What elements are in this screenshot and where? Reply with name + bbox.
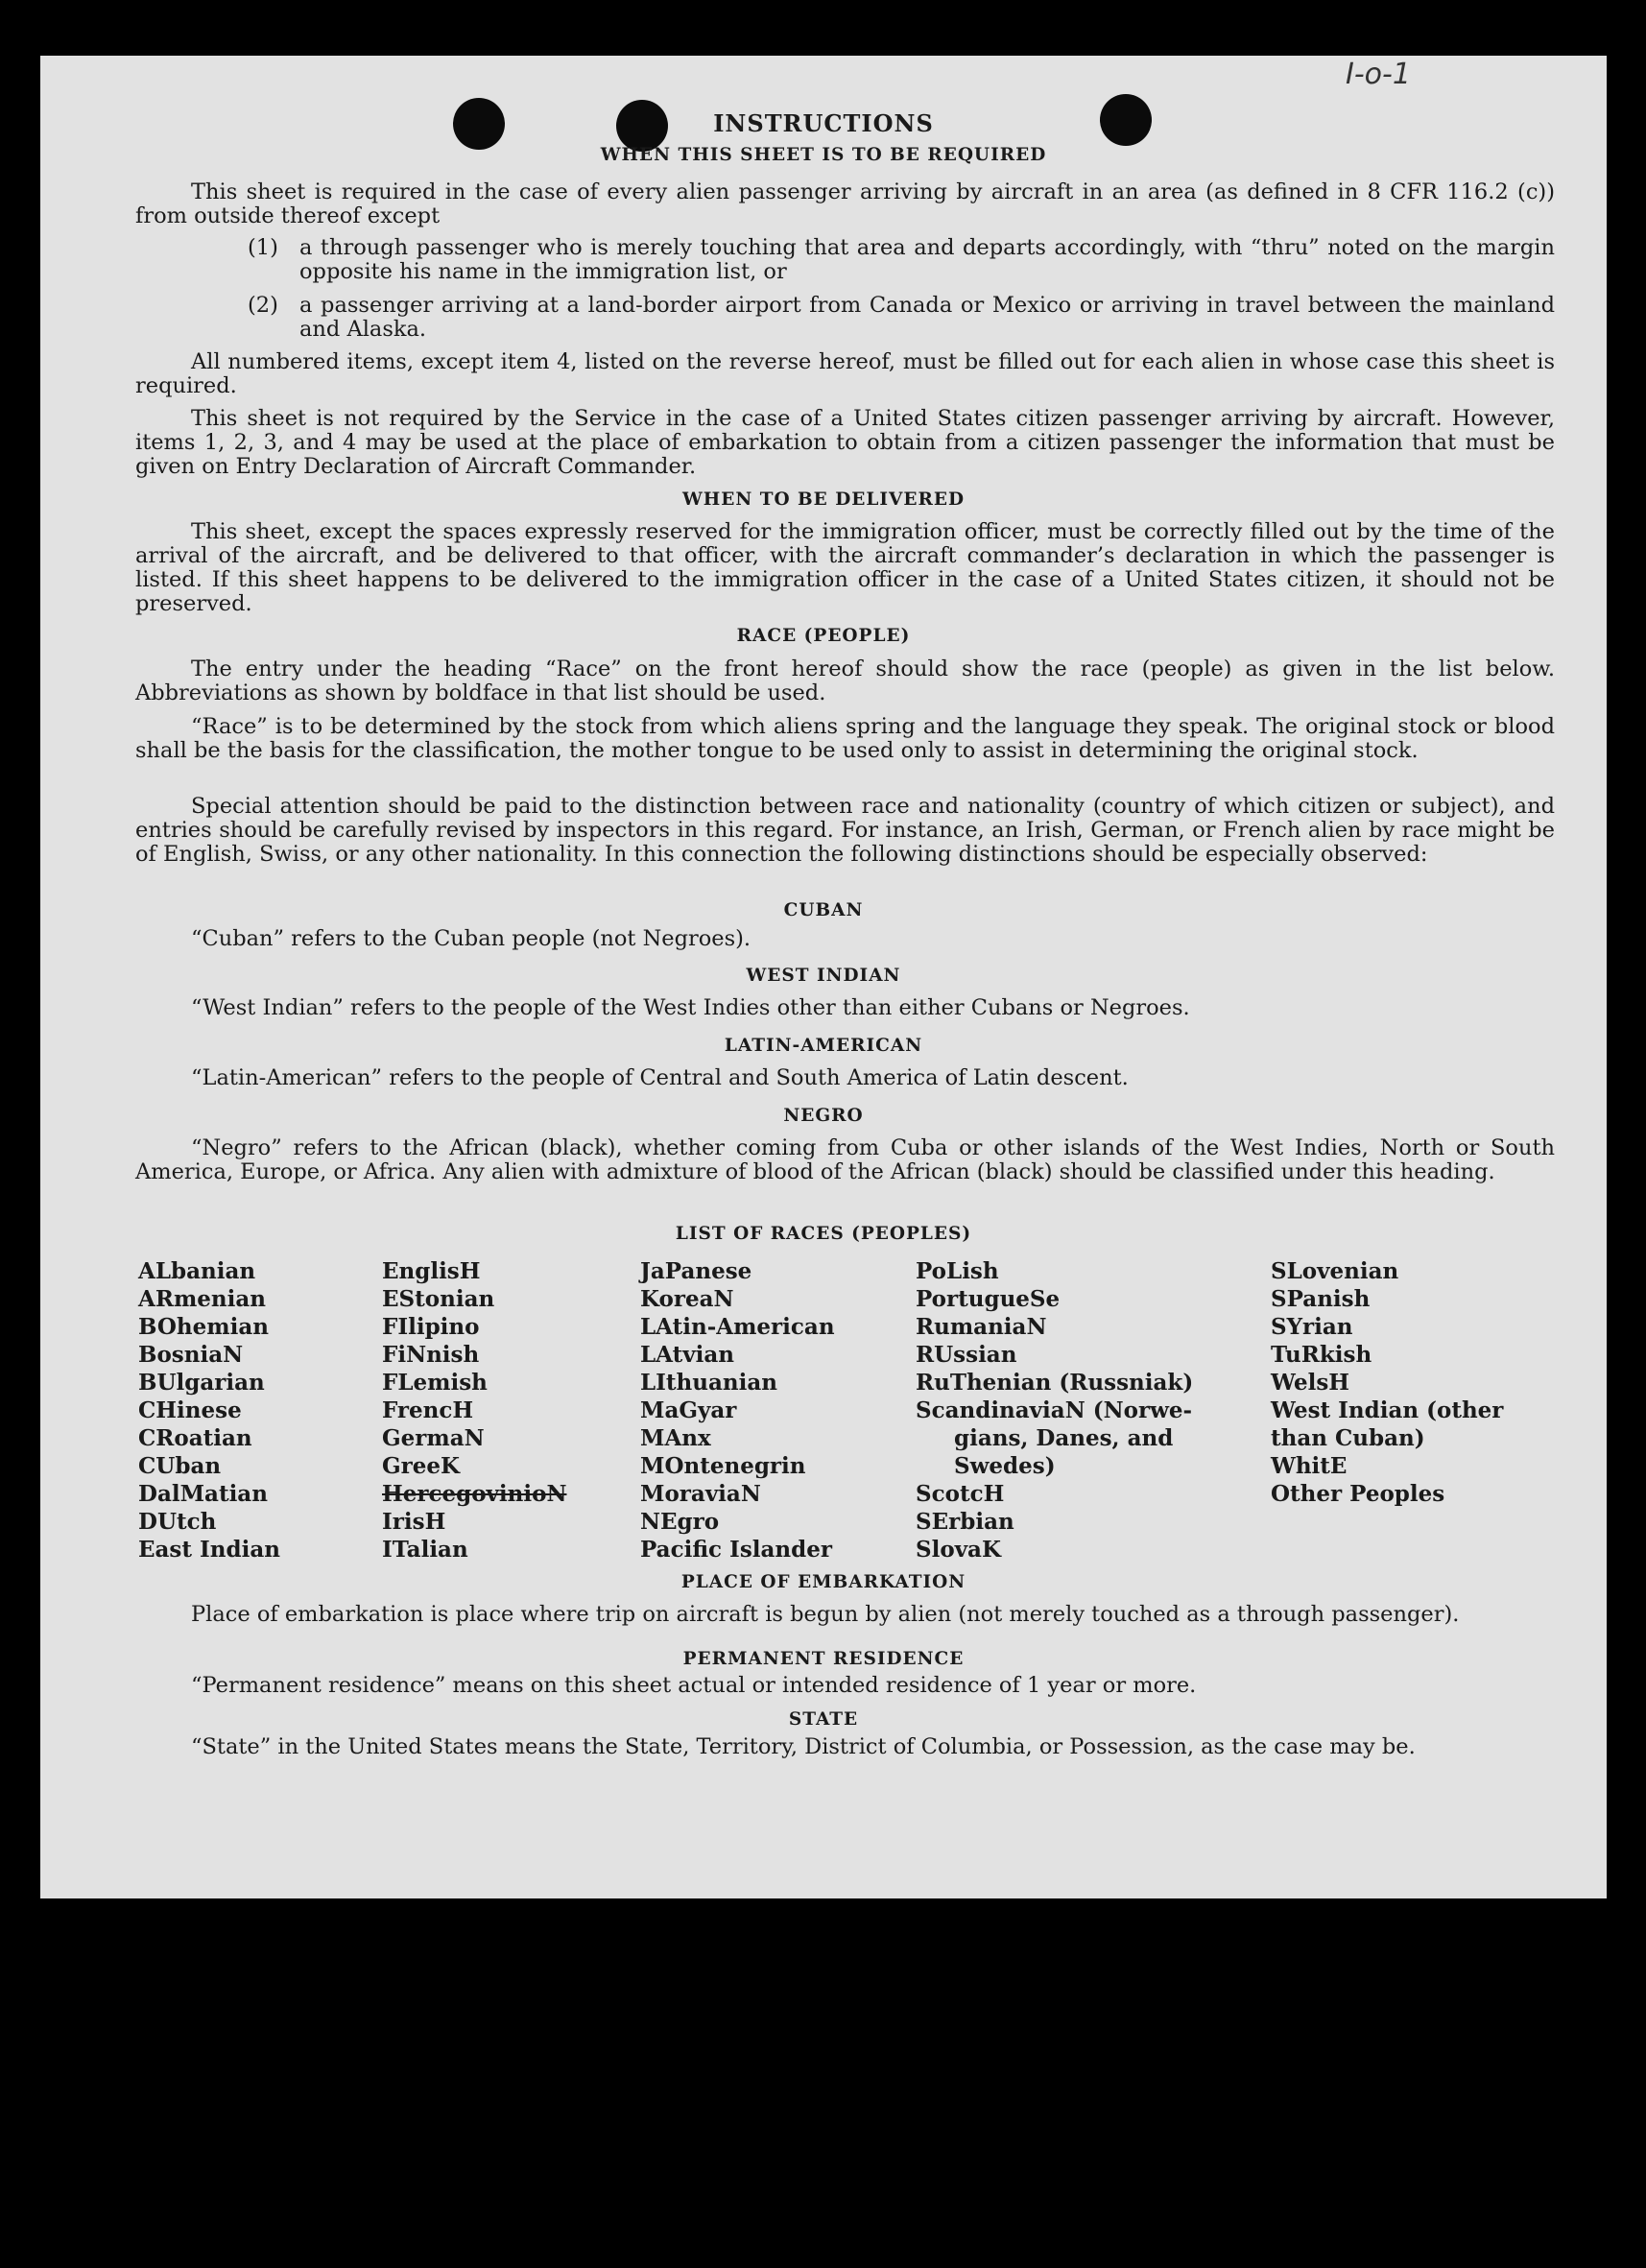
section-heading-embarkation: PLACE OF EMBARKATION bbox=[680, 1572, 966, 1592]
race-entry: BUlgarian bbox=[138, 1370, 265, 1396]
section-heading-negro: NEGRO bbox=[783, 1106, 864, 1126]
race-entry: TuRkish bbox=[1271, 1342, 1372, 1368]
race-entry: RumaniaN bbox=[916, 1314, 1047, 1340]
race-entry: EStonian bbox=[382, 1286, 495, 1312]
race-entry: EnglisH bbox=[382, 1258, 481, 1284]
intro-paragraph: This sheet is required in the case of every alien passenger arriving by aircraft in an area (as defined in 8 CFR 116.2 (c)) from outside thereof except bbox=[135, 179, 1555, 228]
item-number: (2) bbox=[248, 293, 278, 318]
race-entry: CUban bbox=[138, 1453, 222, 1479]
race-entry: SPanish bbox=[1271, 1286, 1371, 1312]
race-entry: ITalian bbox=[382, 1537, 468, 1563]
race-entry: ScotcH bbox=[916, 1481, 1005, 1507]
paragraph: “Negro” refers to the African (black), whether coming from Cuba or other islands of the West Indies, North or South America, Europe, or Africa. Any alien with admixture of blood of the African (black) should be classified under this heading. bbox=[135, 1135, 1555, 1184]
race-entry: FLemish bbox=[382, 1370, 488, 1396]
page-title: INSTRUCTIONS bbox=[713, 109, 934, 137]
item-number: (1) bbox=[248, 235, 278, 260]
race-entry: FrencH bbox=[382, 1397, 474, 1423]
race-entry: WelsH bbox=[1271, 1370, 1350, 1396]
race-entry: DUtch bbox=[138, 1509, 217, 1535]
document-sheet bbox=[40, 56, 1607, 1898]
race-entry: IrisH bbox=[382, 1509, 446, 1535]
race-entry: FiNnish bbox=[382, 1342, 480, 1368]
race-entry-continued: Swedes) bbox=[954, 1453, 1056, 1479]
race-entry: GreeK bbox=[382, 1453, 461, 1479]
race-entry: GermaN bbox=[382, 1425, 485, 1451]
race-entry: Other Peoples bbox=[1271, 1481, 1445, 1507]
race-entry: CHinese bbox=[138, 1397, 242, 1423]
race-entry: ARmenian bbox=[138, 1286, 267, 1312]
race-entry: DalMatian bbox=[138, 1481, 268, 1507]
exception-item: a through passenger who is merely touching that area and departs accordingly, with “thru” noted on the margin opposite his name in the immigration list, or bbox=[299, 235, 1555, 284]
paragraph: “West Indian” refers to the people of the West Indies other than either Cubans or Negroes. bbox=[191, 995, 1190, 1020]
race-entry: NEgro bbox=[640, 1509, 720, 1535]
paragraph: Place of embarkation is place where trip on aircraft is begun by alien (not merely touched as a through passenger). bbox=[191, 1602, 1460, 1627]
paragraph: “State” in the United States means the State, Territory, District of Columbia, or Possession, as the case may be. bbox=[191, 1734, 1416, 1759]
race-entry: MOntenegrin bbox=[640, 1453, 806, 1479]
race-entry: LIthuanian bbox=[640, 1370, 777, 1396]
race-entry: LAtin-American bbox=[640, 1314, 835, 1340]
races-column-3 bbox=[640, 1257, 835, 1564]
race-entry: RUssian bbox=[916, 1342, 1017, 1368]
race-entry: MoraviaN bbox=[640, 1481, 761, 1507]
race-entry: RuThenian (Russniak) bbox=[916, 1370, 1194, 1396]
race-entry: Pacific Islander bbox=[640, 1537, 832, 1563]
race-entry-continued: than Cuban) bbox=[1271, 1425, 1425, 1451]
race-entry: West Indian (other bbox=[1271, 1397, 1504, 1423]
race-entry: FIlipino bbox=[382, 1314, 480, 1340]
paragraph: The entry under the heading “Race” on the front hereof should show the race (people) as given in the list below. Abbreviations as shown by boldface in that list should be used. bbox=[135, 657, 1555, 705]
section-heading-delivered: WHEN TO BE DELIVERED bbox=[682, 489, 965, 510]
race-entry: WhitE bbox=[1271, 1453, 1348, 1479]
paragraph: All numbered items, except item 4, listed on the reverse hereof, must be filled out for each alien in whose case this sheet is required. bbox=[135, 349, 1555, 398]
handwritten-stamp: I-o-1 bbox=[1346, 58, 1411, 91]
paragraph: “Cuban” refers to the Cuban people (not Negroes). bbox=[191, 926, 751, 951]
race-entry: MaGyar bbox=[640, 1397, 737, 1423]
race-entry: BosniaN bbox=[138, 1342, 244, 1368]
paragraph: This sheet, except the spaces expressly reserved for the immigration officer, must be correctly filled out by the time of the arrival of the aircraft, and be delivered to that officer, with the aircraft commander’s declaration in which the passenger is listed. If this sheet happens to be delivered to the immigration officer in the case of a United States citizen, it should not be preserved. bbox=[135, 519, 1555, 616]
paragraph: “Permanent residence” means on this sheet actual or intended residence of 1 year or more. bbox=[191, 1673, 1197, 1698]
races-column-1 bbox=[138, 1257, 280, 1564]
race-entry: KoreaN bbox=[640, 1286, 734, 1312]
race-entry-continued: gians, Danes, and bbox=[954, 1425, 1174, 1451]
section-heading-race: RACE (PEOPLE) bbox=[736, 626, 911, 646]
section-heading-west-indian: WEST INDIAN bbox=[746, 966, 901, 986]
section-heading-required: WHEN THIS SHEET IS TO BE REQUIRED bbox=[600, 145, 1047, 165]
paragraph: “Latin-American” refers to the people of Central and South America of Latin descent. bbox=[191, 1065, 1129, 1090]
race-entry: SLovenian bbox=[1271, 1258, 1399, 1284]
paragraph: “Race” is to be determined by the stock from which aliens spring and the language they speak. The original stock or blood shall be the basis for the classification, the mother tongue to be used only to assist in determining the original stock. bbox=[135, 714, 1555, 763]
section-heading-state: STATE bbox=[788, 1709, 859, 1730]
section-heading-residence: PERMANENT RESIDENCE bbox=[682, 1649, 965, 1669]
exception-item: a passenger arriving at a land-border airport from Canada or Mexico or arriving in travel between the mainland and Alaska. bbox=[299, 293, 1555, 342]
section-heading-races-list: LIST OF RACES (PEOPLES) bbox=[675, 1224, 972, 1244]
section-heading-cuban: CUBAN bbox=[783, 900, 864, 920]
section-heading-latin-american: LATIN-AMERICAN bbox=[724, 1036, 923, 1056]
race-entry: ScandinaviaN (Norwe- bbox=[916, 1397, 1193, 1423]
race-entry: SErbian bbox=[916, 1509, 1014, 1535]
race-entry: PortugueSe bbox=[916, 1286, 1061, 1312]
races-column-4 bbox=[916, 1257, 1193, 1564]
paragraph: Special attention should be paid to the distinction between race and nationality (country of which citizen or subject), and entries should be carefully revised by inspectors in this regard. For instance, an Irish, German, or French alien by race might be of English, Swiss, or any other nationality. In this connection the following distinctions should be especially observed: bbox=[135, 794, 1555, 867]
race-entry: SlovaK bbox=[916, 1537, 1001, 1563]
races-column-2 bbox=[382, 1257, 566, 1564]
race-entry: JaPanese bbox=[640, 1258, 752, 1284]
race-entry: MAnx bbox=[640, 1425, 711, 1451]
race-entry: East Indian bbox=[138, 1537, 280, 1563]
races-column-5 bbox=[1271, 1257, 1503, 1508]
race-entry: ALbanian bbox=[138, 1258, 256, 1284]
race-entry-struck: HercegovinioN bbox=[382, 1481, 567, 1507]
race-entry: LAtvian bbox=[640, 1342, 734, 1368]
race-entry: PoLish bbox=[916, 1258, 999, 1284]
paragraph: This sheet is not required by the Service in the case of a United States citizen passenger arriving by aircraft. However, items 1, 2, 3, and 4 may be used at the place of embarkation to obtain from a citizen passenger the information that must be given on Entry Declaration of Aircraft Commander. bbox=[135, 406, 1555, 479]
race-entry: SYrian bbox=[1271, 1314, 1353, 1340]
race-entry: BOhemian bbox=[138, 1314, 269, 1340]
race-entry: CRoatian bbox=[138, 1425, 252, 1451]
